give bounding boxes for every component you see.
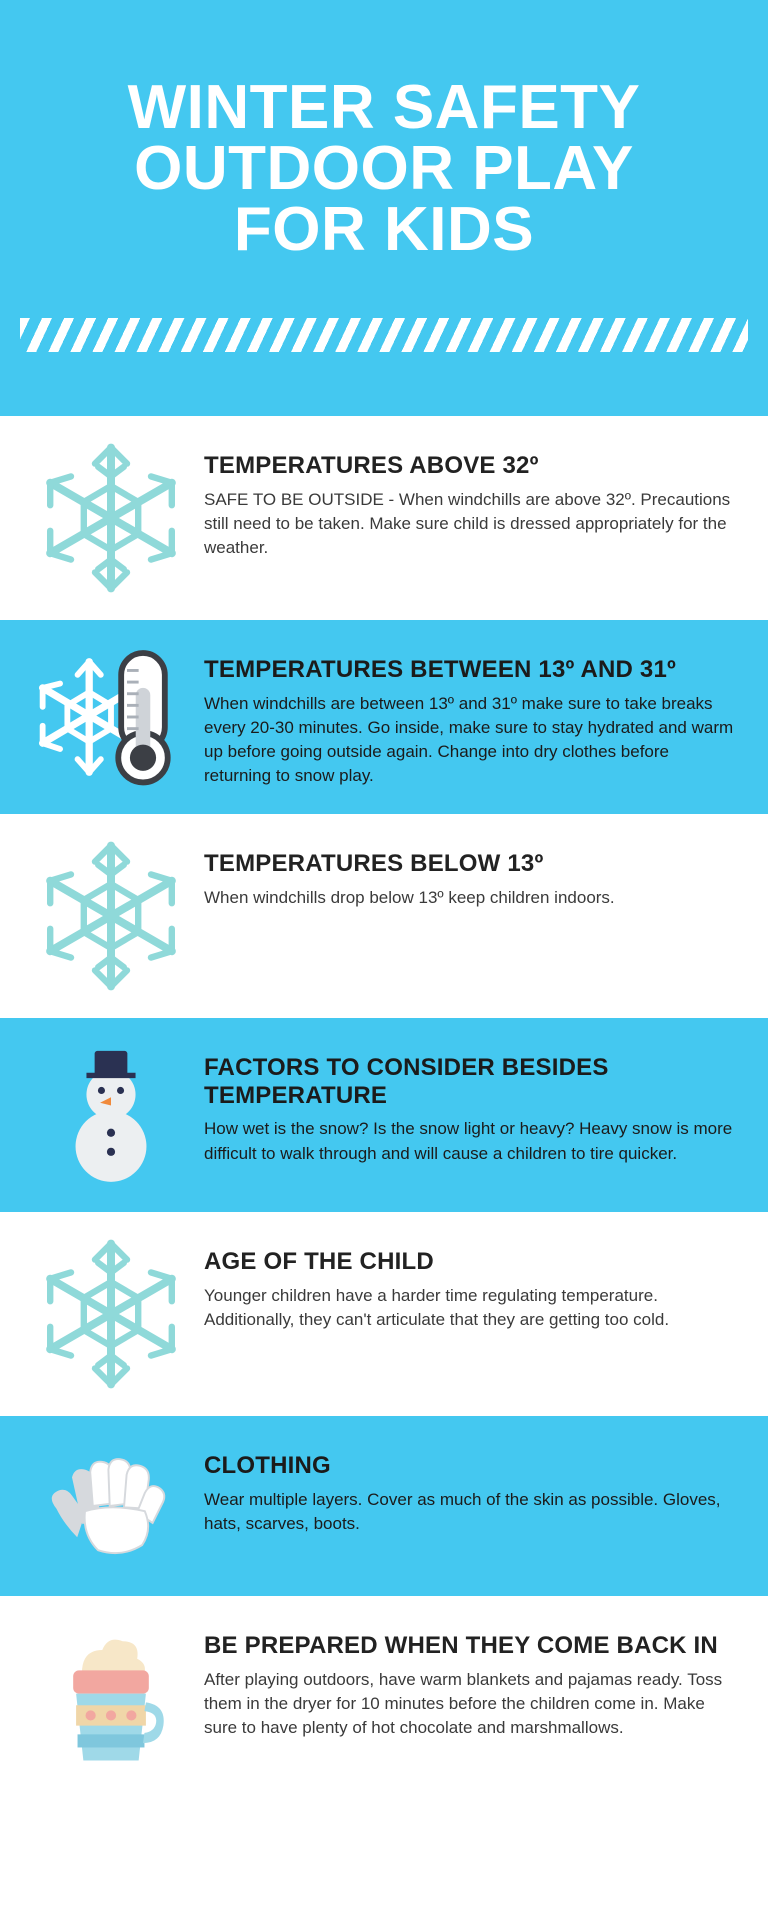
snowflake-icon	[18, 836, 204, 996]
section-body: Wear multiple layers. Cover as much of the skin as possible. Gloves, hats, scarves, boots.	[204, 1489, 721, 1533]
title-line-3: FOR KIDS	[233, 194, 535, 264]
section-row	[0, 1596, 768, 1800]
page-title	[20, 60, 748, 264]
section-title: BE PREPARED WHEN THEY COME BACK IN	[204, 1632, 718, 1660]
section-row	[0, 814, 768, 1018]
header	[0, 0, 768, 352]
section-title: TEMPERATURES ABOVE 32º	[204, 452, 539, 480]
section-text	[204, 642, 744, 788]
snowman-icon	[18, 1040, 204, 1190]
section-text	[204, 1040, 744, 1165]
section-title: TEMPERATURES BETWEEN 13º AND 31º	[204, 656, 676, 684]
section-text	[204, 438, 744, 560]
section-row	[0, 620, 768, 814]
header-spacer	[0, 352, 768, 416]
section-body: SAFE TO BE OUTSIDE - When windchills are above 32º. Precautions still need to be taken. Make sure child is dressed appropriately for the weather.	[204, 489, 731, 558]
section-title: AGE OF THE CHILD	[204, 1248, 434, 1276]
section-body: Younger children have a harder time regulating temperature. Additionally, they can't articulate that they are getting too cold.	[204, 1285, 670, 1329]
section-text	[204, 1234, 744, 1332]
section-text	[204, 1438, 744, 1536]
section-row	[0, 1416, 768, 1596]
striped-divider	[20, 318, 748, 352]
section-text	[204, 1618, 744, 1740]
title-line-2: OUTDOOR PLAY	[134, 133, 634, 203]
section-title: TEMPERATURES BELOW 13º	[204, 850, 544, 878]
title-line-1: WINTER SAFETY	[127, 73, 641, 142]
section-row	[0, 416, 768, 620]
section-title: CLOTHING	[204, 1452, 331, 1480]
section-body: When windchills drop below 13º keep children indoors.	[204, 887, 615, 907]
snowflake-icon	[18, 1234, 204, 1394]
hot-chocolate-mug-icon	[18, 1618, 204, 1778]
snowflake-icon	[18, 438, 204, 598]
section-body: When windchills are between 13º and 31º make sure to take breaks every 20-30 minutes. Go inside, make sure to stay hydrated and warm up before going outside again. Change into dry clothes before returning to snow play.	[204, 693, 734, 786]
section-title: FACTORS TO CONSIDER BESIDES TEMPERATURE	[204, 1054, 609, 1109]
section-text	[204, 836, 744, 910]
thermometer-snowflake-icon	[18, 642, 204, 792]
section-body: After playing outdoors, have warm blankets and pajamas ready. Toss them in the dryer for 10 minutes before the children come in. Make sure to have plenty of hot chocolate and marshmallows.	[204, 1669, 723, 1738]
gloves-icon	[18, 1441, 204, 1571]
section-row	[0, 1018, 768, 1212]
section-body: How wet is the snow? Is the snow light or heavy? Heavy snow is more difficult to walk through and will cause a children to tire quicker.	[204, 1119, 733, 1163]
section-row	[0, 1212, 768, 1416]
